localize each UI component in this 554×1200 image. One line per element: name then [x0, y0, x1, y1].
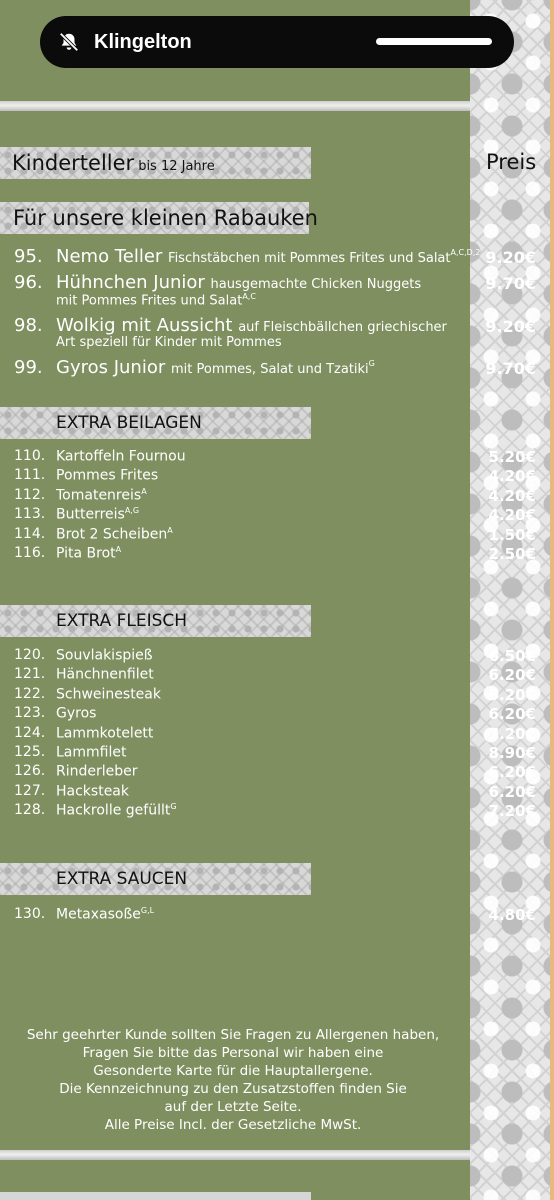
item-price: 4.20€	[488, 486, 536, 505]
item-number: 113.	[14, 506, 46, 523]
item-description-line2: Art speziell für Kinder mit Pommes	[56, 335, 282, 350]
item-price: 2.50€	[488, 545, 536, 563]
item-name: Brot 2 Scheiben	[56, 526, 168, 543]
allergen-notice	[0, 1026, 466, 1134]
list-item	[0, 763, 554, 782]
item-name: Hühnchen Junior	[56, 272, 205, 293]
item-price: 1.50€	[488, 525, 536, 544]
list-item	[0, 725, 554, 744]
list-item	[0, 783, 554, 802]
item-number: 111.	[14, 467, 46, 484]
section-subtitle: bis 12 Jahre	[138, 159, 215, 174]
allergen-code: A,C,D,2	[450, 248, 481, 257]
item-number: 126.	[14, 763, 46, 780]
item-number: 127.	[14, 782, 46, 799]
item-name-line	[56, 763, 138, 780]
item-description: mit Pommes, Salat und Tzatiki	[171, 362, 369, 377]
item-name-line	[56, 487, 147, 504]
item-price: 7.20€	[488, 802, 536, 821]
item-name-line	[56, 545, 121, 562]
notification-title: Klingelton	[94, 30, 192, 53]
item-name-line	[56, 744, 126, 761]
item-name: Metaxasoße	[56, 906, 141, 923]
list-item	[0, 744, 554, 763]
notice-line: Die Kennzeichnung zu den Zusatzstoffen finden Sie	[59, 1081, 407, 1097]
next-section-band	[0, 1192, 311, 1200]
item-name: Hacksteak	[56, 783, 129, 800]
item-description: Fischstäbchen mit Pommes Frites und Salat	[168, 251, 451, 266]
item-name-line	[56, 647, 153, 664]
price-column-label: Preis	[486, 150, 537, 174]
list-item	[0, 802, 554, 821]
item-name: Rinderleber	[56, 764, 138, 781]
allergen-code: A	[115, 545, 122, 554]
item-name: Hackrolle gefüllt	[56, 802, 171, 819]
item-number: 122.	[14, 685, 46, 702]
item-name-line	[56, 246, 480, 267]
item-number: 125.	[14, 744, 46, 760]
list-item	[0, 906, 554, 925]
page-edge	[550, 0, 554, 1200]
item-number: 98.	[14, 315, 43, 336]
item-name-line	[56, 666, 154, 683]
section-header-saucen: EXTRA SAUCEN	[0, 863, 311, 895]
notification-handle[interactable]	[376, 38, 492, 45]
section-header-kinderteller	[0, 147, 311, 179]
item-number: 110.	[14, 448, 46, 464]
list-item	[0, 506, 554, 525]
section-header-fleisch: EXTRA FLEISCH	[0, 605, 311, 637]
item-name-line	[56, 705, 96, 722]
item-name: Wolkig mit Aussicht	[56, 315, 233, 336]
allergen-code: A	[167, 525, 173, 535]
notice-line: Fragen Sie bitte das Personal wir haben eine	[82, 1045, 384, 1061]
allergen-code: G,L	[140, 906, 155, 915]
item-name-line	[56, 357, 375, 378]
item-number: 116.	[14, 545, 46, 561]
item-name: Gyros Junior	[56, 357, 166, 378]
item-number: 99.	[14, 357, 43, 378]
item-name: Pommes Frites	[56, 468, 159, 485]
item-number: 130.	[14, 906, 46, 922]
list-item	[0, 705, 554, 724]
item-price: 9.70€	[485, 274, 536, 293]
list-item	[0, 545, 554, 564]
allergen-code: G	[368, 359, 375, 368]
item-number: 120.	[14, 647, 46, 663]
item-name-line	[56, 526, 173, 543]
item-name: Butterreis	[56, 506, 125, 523]
item-name-line	[56, 783, 129, 800]
notice-line: Alle Preise Incl. der Gesetzliche MwSt.	[104, 1117, 362, 1133]
divider-top	[0, 101, 470, 111]
item-price: 6.20€	[488, 705, 536, 724]
item-description: auf Fleischbällchen griechischer	[238, 320, 447, 335]
item-description-line2: mit Pommes Frites und Salat$^{A,C}$	[56, 292, 256, 309]
item-name: Souvlakispieß	[56, 647, 153, 664]
item-number: 95.	[14, 246, 43, 267]
list-item	[0, 647, 554, 666]
item-name-line	[56, 686, 161, 703]
divider-bottom	[0, 1150, 470, 1160]
tile-border	[470, 0, 554, 1200]
item-number: 128.	[14, 802, 46, 819]
item-name: Tomatenreis	[56, 487, 142, 504]
item-name: Hänchnenfilet	[56, 667, 154, 684]
item-number: 121.	[14, 666, 46, 683]
item-name-line	[56, 467, 158, 484]
item-price: 4.80€	[488, 906, 536, 924]
item-price: 4.20€	[488, 467, 536, 486]
item-number: 114.	[14, 525, 46, 542]
item-name: Lammkotelett	[56, 725, 154, 742]
list-item	[0, 526, 554, 545]
item-price: 4.20€	[488, 506, 536, 525]
item-name-line	[56, 802, 177, 819]
item-number: 96.	[14, 272, 43, 293]
item-number: 112.	[14, 486, 46, 503]
notice-line: auf der Letzte Seite.	[164, 1099, 302, 1115]
list-item	[0, 467, 554, 486]
section-title: Kinderteller	[12, 151, 135, 175]
item-name-line	[56, 906, 154, 923]
section-header-rabauken: Für unsere kleinen Rabauken	[0, 202, 309, 234]
item-price: 9.20€	[485, 248, 536, 267]
list-item	[0, 448, 554, 467]
item-price: 7.20€	[488, 724, 536, 743]
item-number: 123.	[14, 705, 46, 722]
notice-line: Gesonderte Karte für die Hauptallergene.	[93, 1063, 373, 1079]
notice-line: Sehr geehrter Kunde sollten Sie Fragen zu Allergenen haben,	[26, 1027, 440, 1043]
item-price: 6.20€	[488, 763, 536, 782]
item-name: Pita Brot	[56, 545, 116, 562]
allergen-code: G	[170, 802, 177, 812]
item-name: Gyros	[56, 705, 97, 722]
item-name-line	[56, 448, 186, 465]
item-name-line	[56, 506, 139, 523]
allergen-code: A,C	[242, 292, 256, 301]
item-name-line	[56, 315, 447, 336]
item-price: 5.20€	[488, 448, 536, 466]
item-price: 6.20€	[488, 685, 536, 704]
item-number: 124.	[14, 724, 46, 741]
list-item	[0, 487, 554, 506]
allergen-code: A,G	[124, 506, 140, 516]
bell-slash-icon	[58, 31, 80, 53]
item-name: Schweinesteak	[56, 686, 161, 703]
notification-pill[interactable]	[40, 16, 514, 68]
item-price: 6.50€	[488, 647, 536, 665]
item-description: hausgemachte Chicken Nuggets	[210, 277, 422, 292]
item-price: 6.20€	[488, 666, 536, 685]
item-name-line	[56, 272, 421, 293]
section-header-beilagen: EXTRA BEILAGEN	[0, 407, 311, 439]
item-name: Lammfilet	[56, 744, 127, 761]
item-name-line	[56, 725, 153, 742]
item-name: Nemo Teller	[56, 246, 163, 267]
item-price: 6.20€	[488, 782, 536, 801]
list-item	[0, 686, 554, 705]
list-item	[0, 666, 554, 685]
item-price: 9.20€	[485, 317, 536, 336]
allergen-code: A	[141, 486, 147, 496]
item-price: 9.70€	[485, 359, 536, 378]
item-name: Kartoffeln Fournou	[56, 448, 186, 465]
item-price: 8.90€	[488, 744, 536, 762]
